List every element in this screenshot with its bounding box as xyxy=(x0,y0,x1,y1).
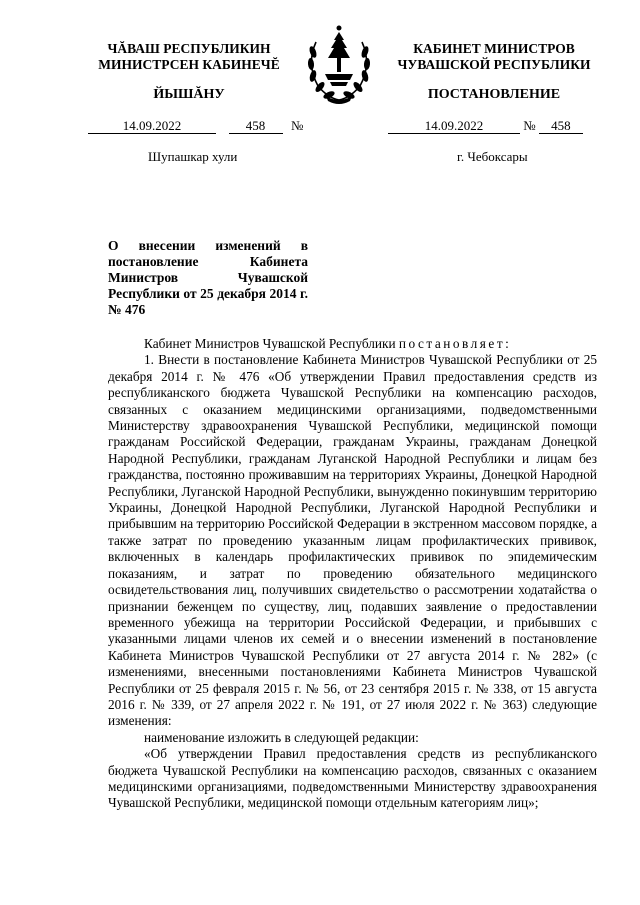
left-number-sign: № xyxy=(291,118,304,133)
body-paragraph-2: наименование изложить в следующей редакции: xyxy=(144,729,419,745)
header-left-line2: МИНИСТРСЕН КАБИНЕЧĔ xyxy=(98,57,280,72)
header-right-line2: ЧУВАШСКОЙ РЕСПУБЛИКИ xyxy=(397,57,591,72)
coat-of-arms-emblem xyxy=(300,22,378,106)
right-number: 458 xyxy=(539,118,583,134)
intro-verb: постановляет: xyxy=(398,336,512,351)
header-right-line1: КАБИНЕТ МИНИСТРОВ xyxy=(413,41,575,56)
left-number: 458 xyxy=(229,118,283,134)
header-left-doc-type: ЙЫШĂНУ xyxy=(153,87,225,102)
header-right-doc-type: ПОСТАНОВЛЕНИЕ xyxy=(427,87,561,102)
header-left-org xyxy=(78,41,300,73)
left-date: 14.09.2022 xyxy=(88,118,216,134)
body-intro xyxy=(108,336,597,352)
right-date-number-line xyxy=(388,118,608,134)
intro-prefix: Кабинет Министров Чувашской Республики xyxy=(144,336,399,351)
body-paragraph-3: «Об утверждении Правил предоставления средств из республиканского бюджета Чувашской Республики на компенсацию расходов, связанных с оказанием медицинскими организациями, подведомственными Министерству здравоохранения Чувашской Республики, медицинской помощи отдельным категориям лиц»; xyxy=(108,746,597,811)
right-number-sign: № xyxy=(523,118,536,133)
left-date-number-line xyxy=(88,118,308,134)
left-city: Шупашкар хули xyxy=(148,149,238,164)
right-date: 14.09.2022 xyxy=(388,118,520,134)
document-body xyxy=(108,336,597,812)
body-paragraph-1: 1. Внести в постановление Кабинета Министров Чувашской Республики от 25 декабря 2014 г. № 476 «Об утверждении Правил предоставления средств из республиканского бюджета Чувашской Республики на компенсацию расходов, связанных с оказанием медицинскими организациями, подведомственными Министерству здравоохранения Чувашской Республики, медицинской помощи гражданам Российской Федерации, гражданам Украины, гражданам Донецкой Народной Республики, гражданам Луганской Народной Республики и лицам без гражданства, постоянно проживавшим на территориях Украины, Донецкой Народной Республики, Луганской Народной Республики, вынужденно покинувшим территорию Украины, Донецкой Народной Республики, Луганской Народной Республики и прибывшим на территорию Российской Федерации в экстренном массовом порядке, а также затрат по проведению указанным лицам профилактических прививок, включенных в календарь профилактических прививок по эпидемическим показаниям, и затрат по проведению обязательного медицинского освидетельствования лиц, получивших свидетельство о рассмотрении ходатайства о признании беженцем по существу, лиц, подавших заявление о предоставлении временного убежища на территории Российской Федерации, и прибывших с указанными лицами членов их семей и о внесении изменений в постановление Кабинета Министров Чувашской Республики от 27 августа 2014 г. № 282» (с изменениями, внесенными постановлениями Кабинета Министров Чувашской Республики от 25 февраля 2015 г. № 56, от 23 сентября 2015 г. № 338, от 15 августа 2016 г. № 339, от 27 апреля 2022 г. № 191, от 27 июля 2022 г. № 363) следующие изменения: xyxy=(108,352,597,729)
right-city: г. Чебоксары xyxy=(457,149,528,164)
header-right-org xyxy=(382,41,606,73)
document-title: О внесении изменений в постановление Кабинета Министров Чувашской Республики от 25 декабря 2014 г. № 476 xyxy=(108,238,308,317)
header-left-line1: ЧĂВАШ РЕСПУБЛИКИН xyxy=(107,41,271,56)
